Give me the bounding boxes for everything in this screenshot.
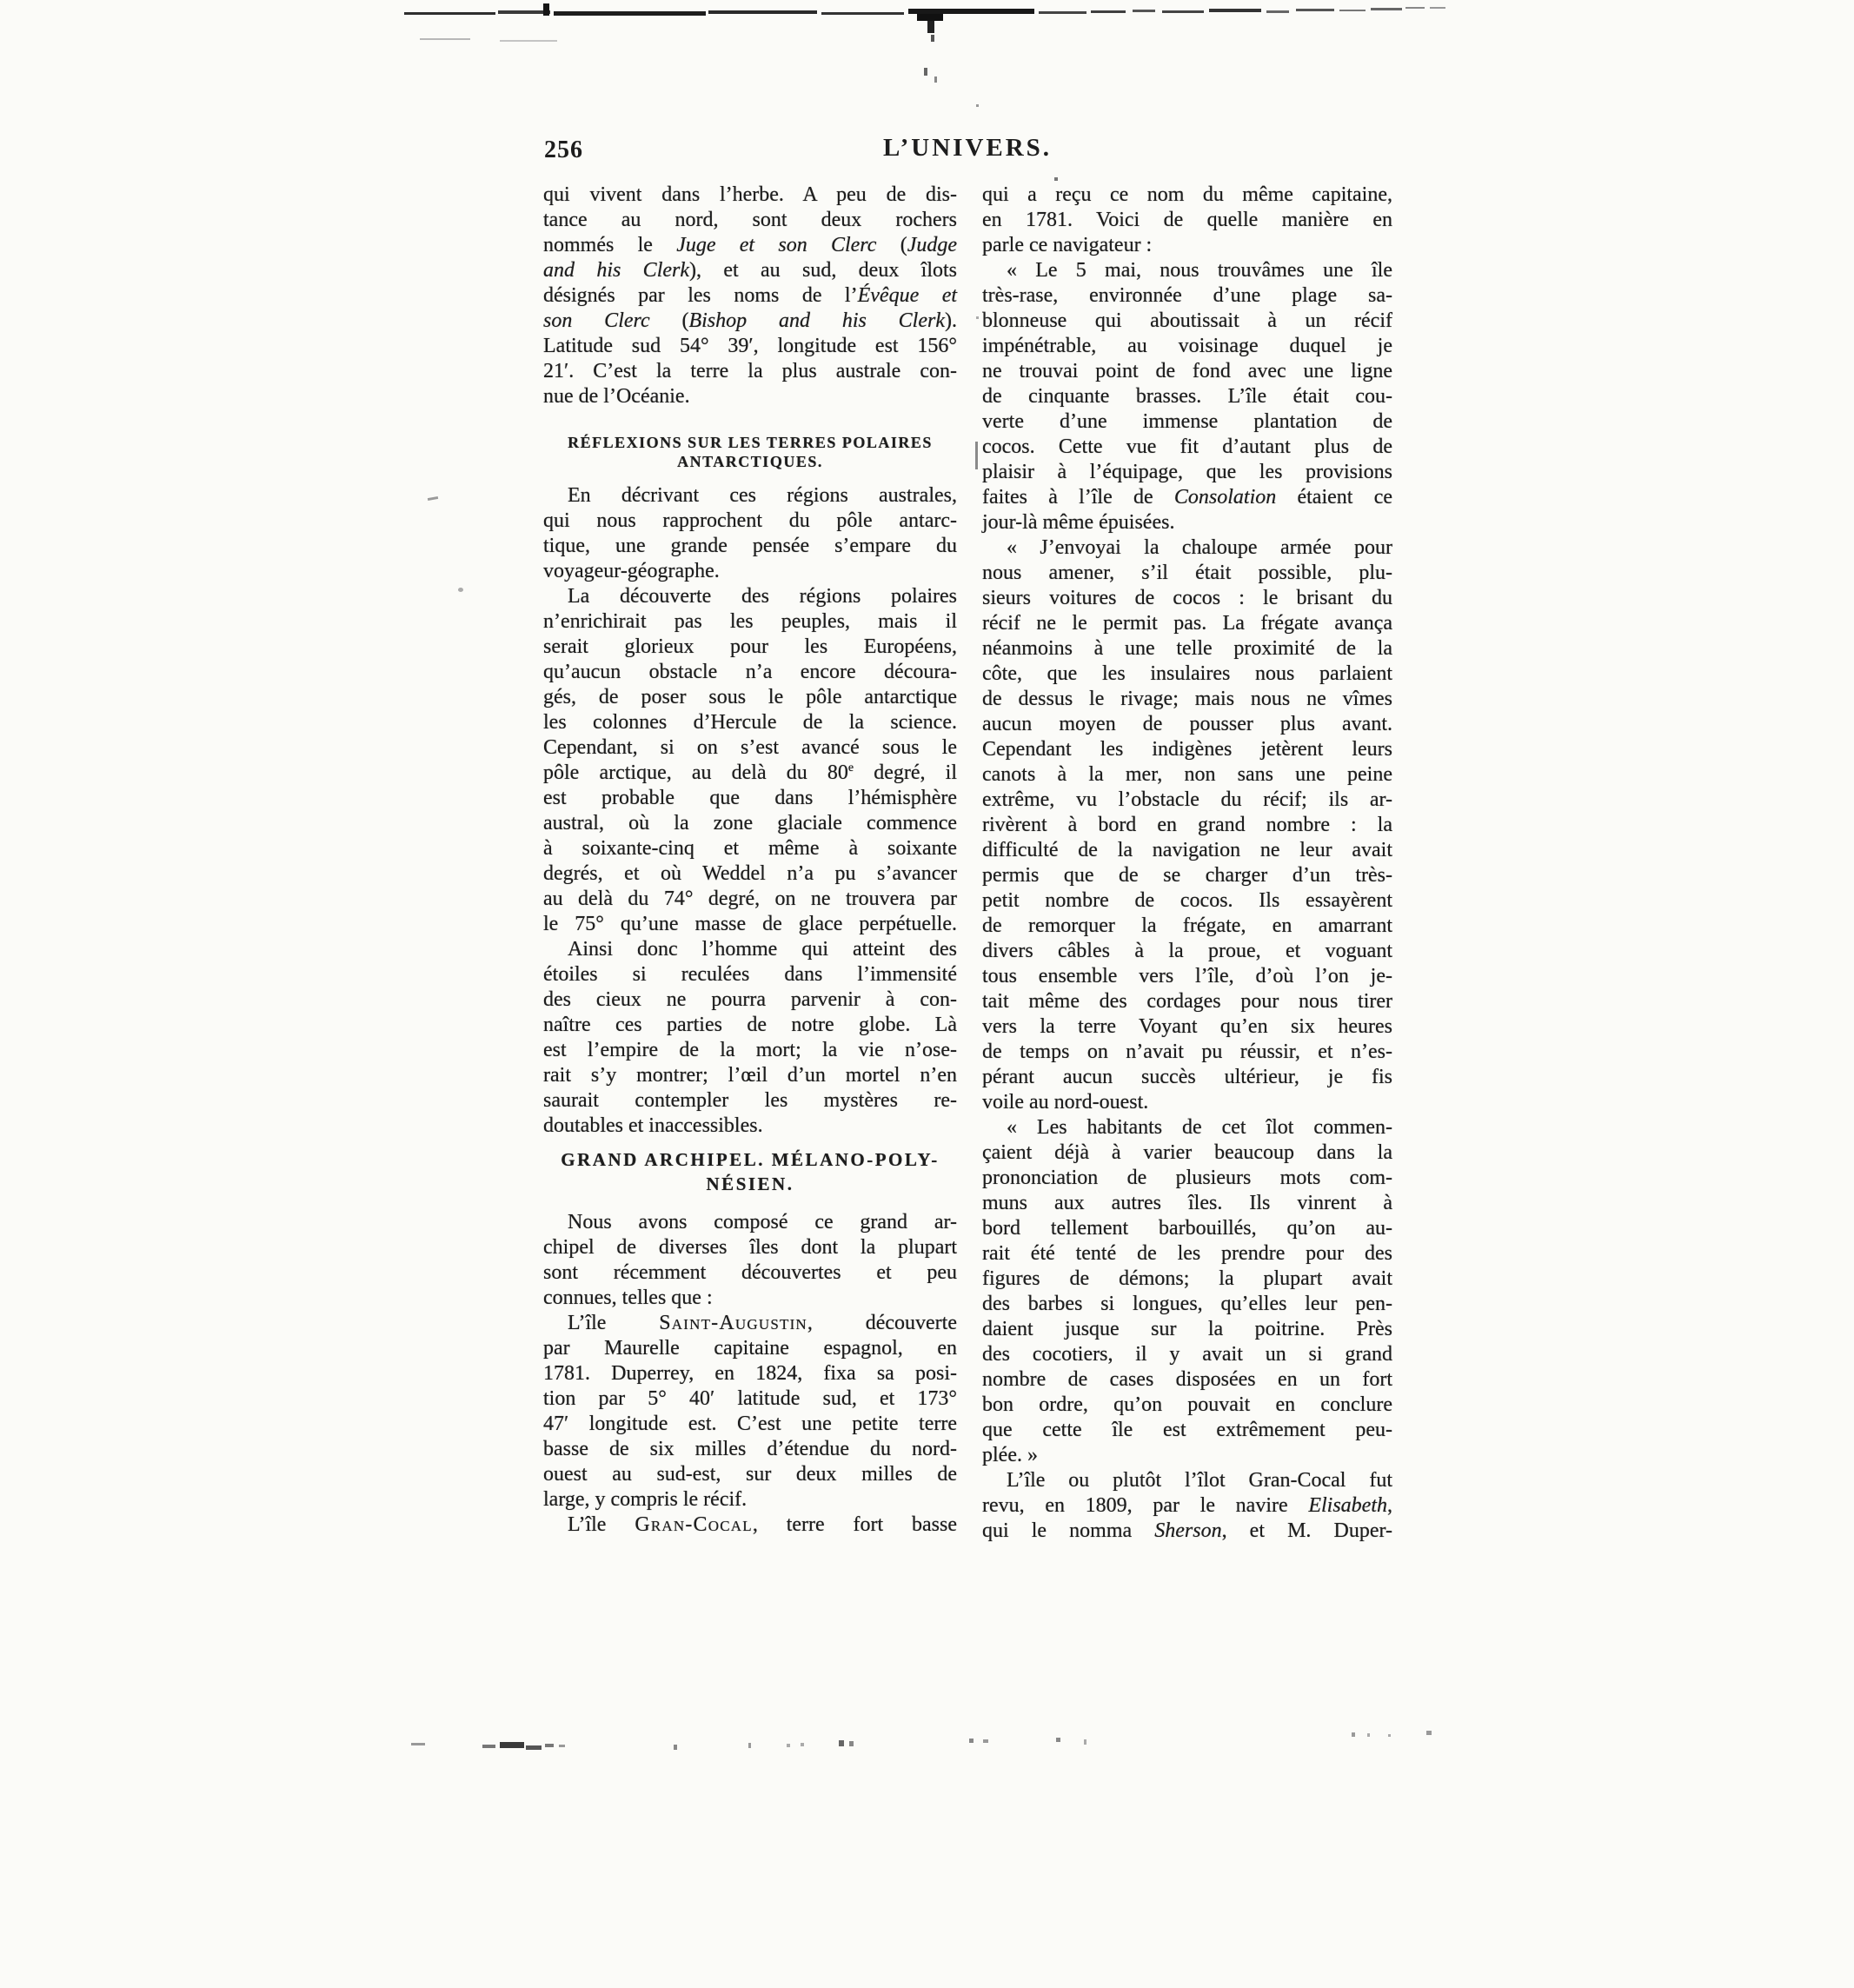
text-line: que cette île est extrêmement peu- xyxy=(982,1419,1392,1441)
text-line: gés, de poser sous le pôle antarctique xyxy=(543,686,957,708)
text-line: au delà du 74° degré, on ne trouvera par xyxy=(543,888,957,910)
text-line: très-rase, environnée d’une plage sa- xyxy=(982,284,1392,307)
text-line: austral, où la zone glaciale commence xyxy=(543,812,957,834)
text-line: aucun moyen de pousser plus avant. xyxy=(982,713,1392,735)
text-line: doutables et inaccessibles. xyxy=(543,1114,763,1137)
text-line: La découverte des régions polaires xyxy=(568,585,957,608)
paragraph xyxy=(543,937,957,1139)
text-line: naître ces parties de notre globe. Là xyxy=(543,1014,957,1036)
scan-speck xyxy=(975,442,978,469)
text-line: voyageur-géographe. xyxy=(543,560,720,582)
page-number: 256 xyxy=(544,136,583,163)
text-line: son Clerc (Bishop and his Clerk). xyxy=(543,309,957,332)
text-line: basse de six milles d’étendue du nord- xyxy=(543,1438,957,1460)
text-line: Ainsi donc l’homme qui atteint des xyxy=(568,938,957,961)
text-line: qu’aucun obstacle n’a encore découra- xyxy=(543,661,957,683)
text-line: bon ordre, qu’on pouvait en conclure xyxy=(982,1393,1392,1416)
paragraph xyxy=(543,1311,957,1513)
text-line: chipel de diverses îles dont la plupart xyxy=(543,1236,957,1259)
text-line: est l’empire de la mort; la vie n’ose- xyxy=(543,1039,957,1061)
text-line: côte, que les insulaires nous parlaient xyxy=(982,662,1392,685)
scan-speck xyxy=(428,496,438,501)
text-line: L’île Saint-Augustin, découverte xyxy=(568,1312,957,1334)
text-line: « Les habitants de cet îlot commen- xyxy=(1007,1116,1392,1139)
text-line: rivèrent à bord en grand nombre : la xyxy=(982,814,1392,836)
scan-artifact-bottom-dots xyxy=(395,1725,1482,1752)
italic-text: son Clerc xyxy=(543,309,650,332)
text-line: L’île ou plutôt l’îlot Gran-Cocal fut xyxy=(1007,1469,1392,1492)
text-line: extrême, vu l’obstacle du récif; ils ar- xyxy=(982,788,1392,811)
text-line: de remorquer la frégate, en amarrant xyxy=(982,914,1392,937)
italic-text: Bishop and his Clerk xyxy=(688,309,945,332)
text-line: tique, une grande pensée s’empare du xyxy=(543,535,957,557)
text-line: qui nous rapprochent du pôle antarc- xyxy=(543,509,957,532)
text-line: canots à la mer, non sans une peine xyxy=(982,763,1392,786)
text-line: ANTARCTIQUES. xyxy=(677,453,823,470)
text-line: plaisir à l’équipage, que les provisions xyxy=(982,461,1392,483)
paragraph xyxy=(543,584,957,937)
text-line: revu, en 1809, par le navire Elisabeth, xyxy=(982,1494,1392,1517)
text-line: ouest au sud-est, sur deux milles de xyxy=(543,1463,957,1486)
smallcaps-text: Saint-Augustin xyxy=(659,1312,807,1334)
text-line: and his Clerk), et au sud, deux îlots xyxy=(543,259,958,282)
text-line: « J’envoyai la chaloupe armée pour xyxy=(1007,536,1392,559)
text-line: de cinquante brasses. L’île était cou- xyxy=(982,385,1392,408)
text-line: blonneuse qui aboutissait à un récif xyxy=(982,309,1392,332)
text-line: est probable que dans l’hémisphère xyxy=(543,787,957,809)
text-line: cocos. Cette vue fit d’autant plus de xyxy=(982,435,1392,458)
text-line: des cocotiers, il y avait un si grand xyxy=(982,1343,1392,1366)
text-line: degrés, et où Weddel n’a pu s’avancer xyxy=(543,862,957,885)
text-line: pôle arctique, au delà du 80e degré, il xyxy=(543,761,958,784)
text-line: étoiles si reculées dans l’immensité xyxy=(543,963,957,986)
text-line: serait glorieux pour les Européens, xyxy=(543,635,957,658)
text-line: çaient déjà à varier beaucoup dans la xyxy=(982,1141,1392,1164)
text-line: rait s’y montrer; l’œil d’un mortel n’en xyxy=(543,1064,957,1087)
paragraph xyxy=(982,535,1392,1115)
text-line: nommés le Juge et son Clerc (Judge xyxy=(543,234,957,256)
text-line: « Le 5 mai, nous trouvâmes une île xyxy=(1007,259,1392,282)
text-line: GRAND ARCHIPEL. MÉLANO-POLY- xyxy=(561,1149,940,1170)
text-line: muns aux autres îles. Ils vinrent à xyxy=(982,1192,1392,1214)
text-line: Cependant les indigènes jetèrent leurs xyxy=(982,738,1392,761)
text-line: néanmoins à une telle proximité de la xyxy=(982,637,1392,660)
text-line: voile au nord-ouest. xyxy=(982,1091,1149,1114)
superscript-text: e xyxy=(847,761,854,775)
text-line: permis que de se charger d’un très- xyxy=(982,864,1392,887)
text-line: verte d’une immense plantation de xyxy=(982,410,1392,433)
text-line: divers câbles à la proue, et voguant xyxy=(982,940,1392,962)
text-line: L’île Gran-Cocal, terre fort basse xyxy=(568,1513,958,1536)
text-line: plée. » xyxy=(982,1444,1038,1466)
paragraph xyxy=(543,1513,957,1538)
text-line: Cependant, si on s’est avancé sous le xyxy=(543,736,957,759)
left-column xyxy=(543,183,957,1538)
text-line: sont récemment découvertes et peu xyxy=(543,1261,957,1284)
italic-text: Elisabeth xyxy=(1308,1494,1387,1517)
text-line: En décrivant ces régions australes, xyxy=(568,484,957,507)
right-column xyxy=(982,183,1392,1544)
text-line: désignés par les noms de l’Évêque et xyxy=(543,284,958,307)
text-line: figures de démons; la plupart avait xyxy=(982,1267,1392,1290)
text-line: récif ne le permit pas. La frégate avança xyxy=(982,612,1392,635)
text-line: daient jusque sur la poitrine. Près xyxy=(982,1318,1392,1340)
section-heading xyxy=(543,433,957,471)
text-line: large, y compris le récif. xyxy=(543,1488,748,1511)
text-line: petit nombre de cocos. Ils essayèrent xyxy=(982,889,1392,912)
section-heading xyxy=(543,1147,957,1196)
text-line: tion par 5° 40′ latitude sud, et 173° xyxy=(543,1387,957,1410)
text-line: difficulté de la navigation ne leur avait xyxy=(982,839,1392,861)
text-line: ne trouvai point de fond avec une ligne xyxy=(982,360,1392,382)
text-line: pérant aucun succès ultérieur, je fis xyxy=(982,1066,1392,1088)
paragraph xyxy=(543,483,957,584)
text-line: 21′. C’est la terre la plus australe con- xyxy=(543,360,957,382)
italic-text: Juge et son Clerc xyxy=(676,234,877,256)
text-line: n’enrichirait pas les peuples, mais il xyxy=(543,610,957,633)
text-line: de dessus le rivage; mais nous ne vîmes xyxy=(982,688,1392,710)
text-line: de temps on n’avait pu réussir, et n’es- xyxy=(982,1041,1392,1063)
text-line: à soixante-cinq et même à soixante xyxy=(543,837,957,860)
text-line: faites à l’île de Consolation étaient ce xyxy=(982,486,1392,509)
scan-speck xyxy=(458,588,463,592)
paragraph xyxy=(982,1115,1392,1468)
text-line: Nous avons composé ce grand ar- xyxy=(568,1211,957,1233)
text-line: 1781. Duperrey, en 1824, fixa sa posi- xyxy=(543,1362,957,1385)
text-line: NÉSIEN. xyxy=(706,1174,794,1194)
text-line: tance au nord, sont deux rochers xyxy=(543,209,957,231)
italic-text: Consolation xyxy=(1173,486,1277,509)
italic-text: Sherson xyxy=(1154,1519,1222,1542)
text-line: 47′ longitude est. C’est une petite terre xyxy=(543,1413,957,1435)
text-line: des barbes si longues, qu’elles leur pen- xyxy=(982,1293,1392,1315)
text-line: des cieux ne pourra parvenir à con- xyxy=(543,988,957,1011)
text-line: les colonnes d’Hercule de la science. xyxy=(543,711,957,734)
scan-artifact-top-smudge xyxy=(395,0,1456,330)
text-line: bord tellement barbouillés, qu’on au- xyxy=(982,1217,1392,1240)
italic-text: and his Clerk xyxy=(543,259,690,282)
text-line: sieurs voitures de cocos : le brisant du xyxy=(982,587,1392,609)
text-line: prononciation de plusieurs mots com- xyxy=(982,1167,1392,1189)
italic-text: Évêque et xyxy=(857,284,958,307)
text-line: le 75° qu’une masse de glace perpétuelle. xyxy=(543,913,957,935)
text-line: vers la terre Voyant qu’en six heures xyxy=(982,1015,1392,1038)
text-line: qui a reçu ce nom du même capitaine, xyxy=(982,183,1392,206)
text-line: qui vivent dans l’herbe. A peu de dis- xyxy=(543,183,957,206)
text-line: tous ensemble vers l’île, d’où l’on je- xyxy=(982,965,1392,987)
text-line: impénétrable, au voisinage duquel je xyxy=(982,335,1392,357)
text-line: tait même des cordages pour nous tirer xyxy=(982,990,1392,1013)
text-line: Latitude sud 54° 39′, longitude est 156° xyxy=(543,335,957,357)
text-line: nous amener, s’il était possible, plu- xyxy=(982,562,1392,584)
text-line: nombre de cases disposées en un fort xyxy=(982,1368,1392,1391)
text-line: connues, telles que : xyxy=(543,1287,713,1309)
text-line: parle ce navigateur : xyxy=(982,234,1153,256)
italic-text: Judge xyxy=(907,234,957,256)
text-line: jour-là même épuisées. xyxy=(982,511,1175,534)
text-line: rait été tenté de les prendre pour des xyxy=(982,1242,1392,1265)
running-title: L’UNIVERS. xyxy=(882,134,1053,162)
smallcaps-text: Gran-Cocal xyxy=(635,1513,753,1536)
text-line: RÉFLEXIONS SUR LES TERRES POLAIRES xyxy=(568,434,933,451)
text-line: qui le nomma Sherson, et M. Duper- xyxy=(982,1519,1392,1542)
paragraph xyxy=(543,1210,957,1311)
paragraph xyxy=(982,1468,1392,1544)
text-line: nue de l’Océanie. xyxy=(543,385,690,408)
text-line: saurait contempler les mystères re- xyxy=(543,1089,957,1112)
text-line: en 1781. Voici de quelle manière en xyxy=(982,209,1392,231)
text-line: par Maurelle capitaine espagnol, en xyxy=(543,1337,957,1360)
